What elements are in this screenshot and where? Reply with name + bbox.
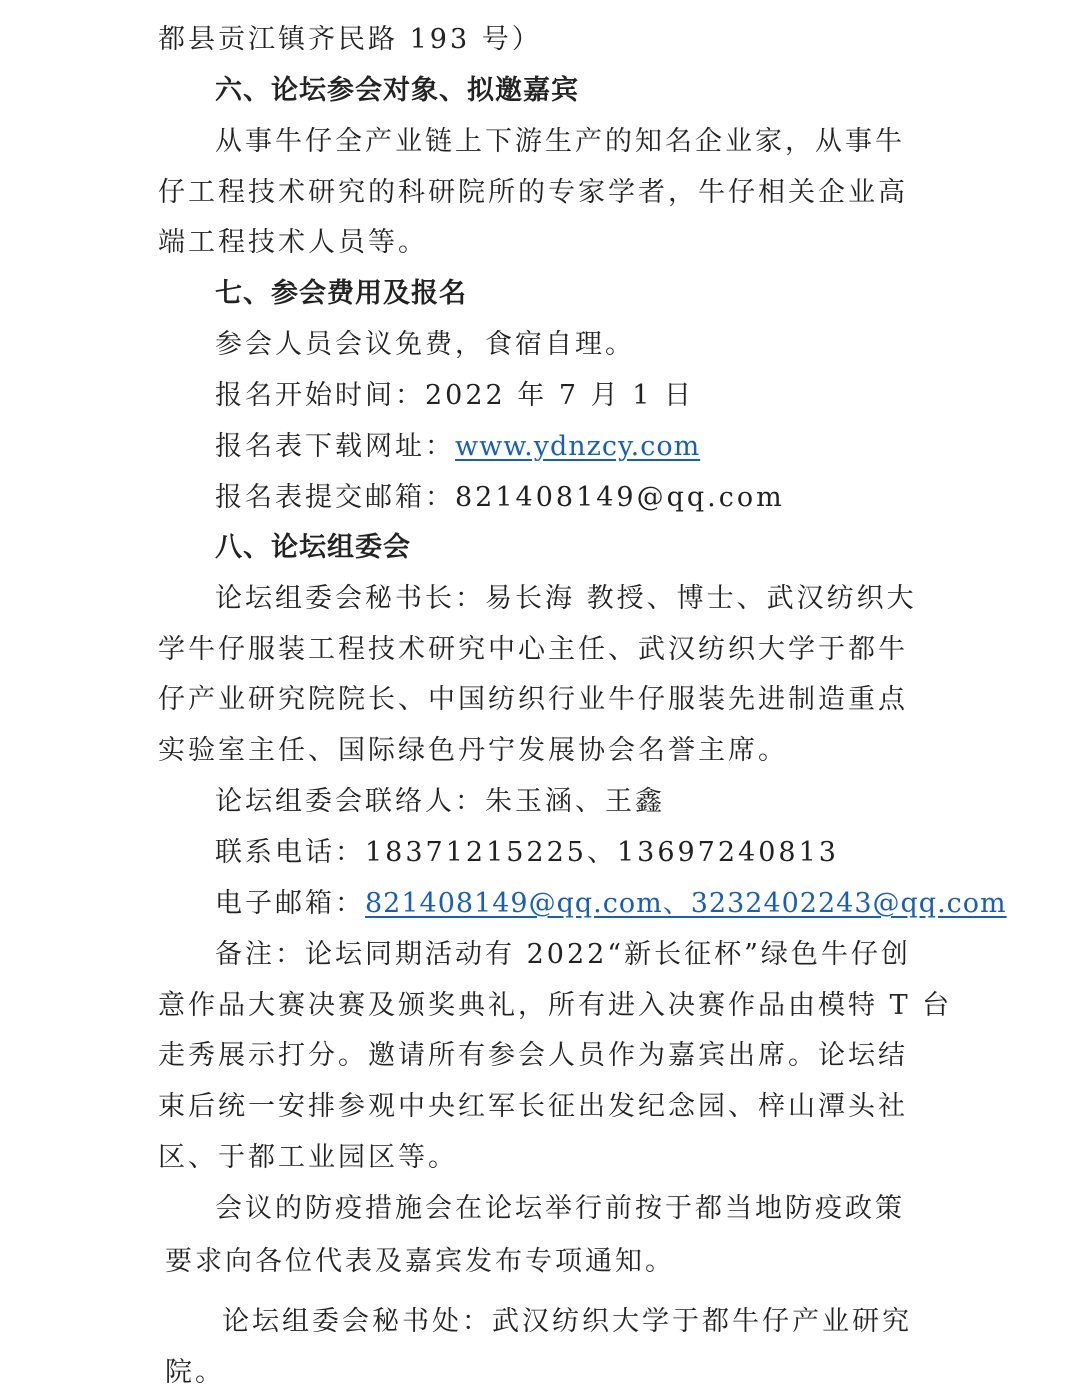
paragraph-line: 仔产业研究院院长、中国纺织行业牛仔服装先进制造重点 bbox=[158, 684, 908, 715]
paragraph-line: 区、于都工业园区等。 bbox=[158, 1142, 458, 1173]
paragraph-line: 院。 bbox=[165, 1357, 225, 1388]
registration-start-time: 报名开始时间：2022 年 7 月 1 日 bbox=[215, 380, 694, 411]
email-label: 电子邮箱： bbox=[215, 888, 365, 919]
section-heading-6: 六、论坛参会对象、拟邀嘉宾 bbox=[215, 75, 579, 106]
paragraph-line: 束后统一安排参观中央红军长征出发纪念园、梓山潭头社 bbox=[158, 1091, 908, 1122]
address-continuation: 都县贡江镇齐民路 193 号） bbox=[158, 24, 542, 55]
contact-phone: 联系电话：18371215225、13697240813 bbox=[215, 837, 839, 868]
contact-persons: 论坛组委会联络人：朱玉涵、王鑫 bbox=[215, 786, 665, 817]
paragraph-line: 意作品大赛决赛及颁奖典礼，所有进入决赛作品由模特 T 台 bbox=[158, 990, 953, 1021]
download-line bbox=[215, 427, 975, 467]
paragraph-line: 学牛仔服装工程技术研究中心主任、武汉纺织大学于都牛 bbox=[158, 634, 908, 665]
paragraph-line: 走秀展示打分。邀请所有参会人员作为嘉宾出席。论坛结 bbox=[158, 1040, 908, 1071]
download-label: 报名表下载网址： bbox=[215, 431, 455, 462]
paragraph-line: 仔工程技术研究的科研院所的专家学者，牛仔相关企业高 bbox=[158, 177, 908, 208]
paragraph-line: 实验室主任、国际绿色丹宁发展协会名誉主席。 bbox=[158, 735, 788, 766]
paragraph-line: 端工程技术人员等。 bbox=[158, 227, 428, 258]
submit-email: 报名表提交邮箱：821408149@qq.com bbox=[215, 482, 785, 513]
paragraph-line: 从事牛仔全产业链上下游生产的知名企业家，从事牛 bbox=[215, 126, 905, 157]
paragraph-line: 会议的防疫措施会在论坛举行前按于都当地防疫政策 bbox=[215, 1193, 905, 1224]
paragraph-line: 论坛组委会秘书处：武汉纺织大学于都牛仔产业研究 bbox=[222, 1306, 912, 1337]
paragraph-line: 要求向各位代表及嘉宾发布专项通知。 bbox=[165, 1246, 675, 1277]
paragraph-line: 论坛组委会秘书长：易长海 教授、博士、武汉纺织大 bbox=[215, 583, 917, 614]
email-link[interactable]: 821408149@qq.com、3232402243@qq.com bbox=[365, 888, 1007, 919]
section-heading-7: 七、参会费用及报名 bbox=[215, 278, 467, 309]
section-heading-8: 八、论坛组委会 bbox=[215, 532, 411, 563]
paragraph-line: 备注：论坛同期活动有 2022“新长征杯”绿色牛仔创 bbox=[215, 939, 911, 970]
fee-text: 参会人员会议免费，食宿自理。 bbox=[215, 329, 635, 360]
download-link[interactable]: www.ydnzcy.com bbox=[455, 431, 701, 462]
email-line bbox=[215, 884, 1007, 924]
